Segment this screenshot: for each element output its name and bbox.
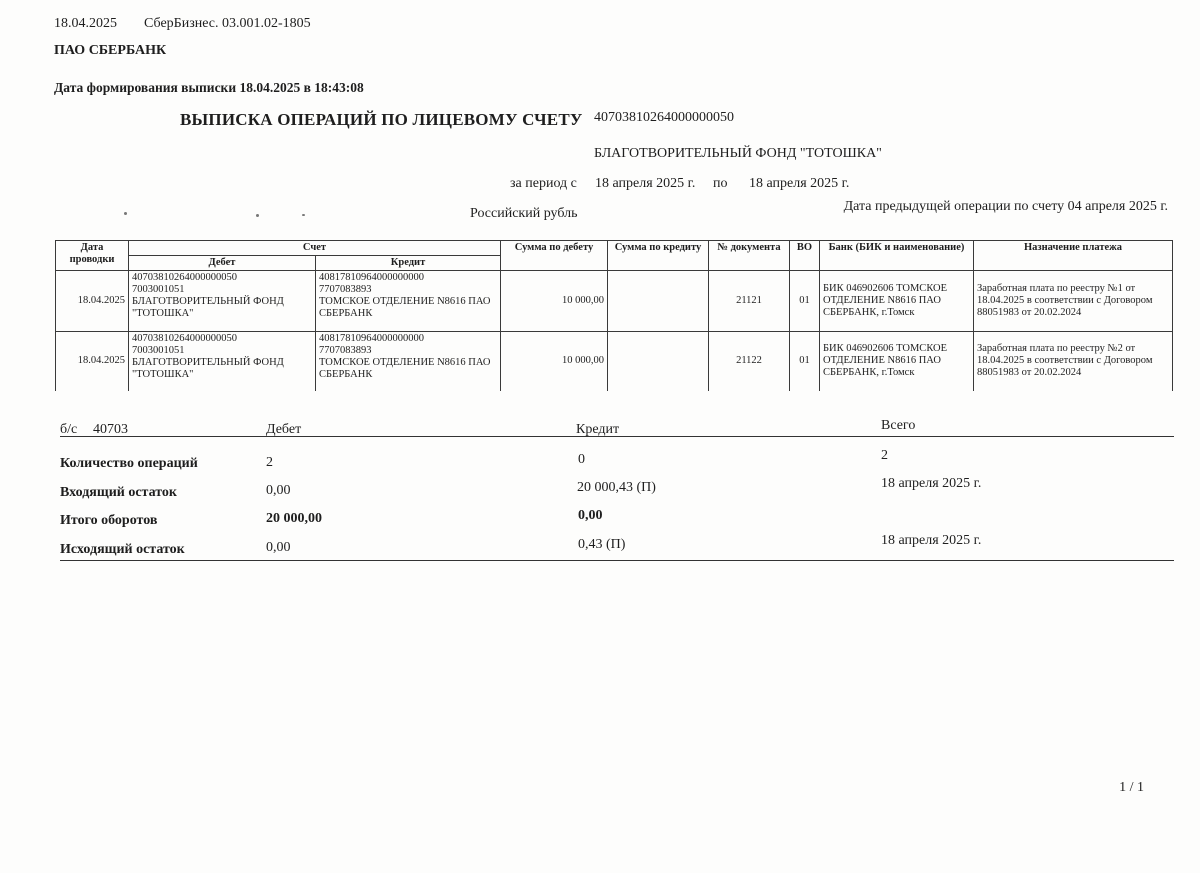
col-header-bank: Банк (БИК и наименование) <box>820 241 974 271</box>
col-header-doc-no: № документа <box>709 241 790 271</box>
outgoing-balance-label: Исходящий остаток <box>60 542 185 557</box>
row-credit-sum <box>608 271 709 332</box>
ops-count-label: Количество операций <box>60 456 198 471</box>
debit-account-number: 40703810264000000050 <box>132 272 237 283</box>
row-bank: БИК 046902606 ТОМСКОЕ ОТДЕЛЕНИЕ N8616 ПАО СБЕРБАНК, г.Томск <box>820 331 974 391</box>
incoming-balance-date: 18 апреля 2025 г. <box>881 476 982 491</box>
currency: Российский рубль <box>470 206 578 221</box>
credit-name: ТОМСКОЕ ОТДЕЛЕНИЕ N8616 ПАО СБЕРБАНК <box>319 296 491 319</box>
app-version: СберБизнес. 03.001.02-1805 <box>144 16 311 31</box>
row-purpose: Заработная плата по реестру №1 от 18.04.2025 в соответствии с Договором 88051983 от 20.02.2024 <box>974 271 1173 332</box>
row-debit-account <box>129 271 316 332</box>
statement-title: ВЫПИСКА ОПЕРАЦИЙ ПО ЛИЦЕВОМУ СЧЕТУ <box>180 110 583 129</box>
statement-formed-at: Дата формирования выписки 18.04.2025 в 18:43:08 <box>54 80 364 95</box>
outgoing-balance-debit: 0,00 <box>266 540 291 555</box>
incoming-balance-credit: 20 000,43 (П) <box>577 480 656 495</box>
row-debit-sum: 10 000,00 <box>501 331 608 391</box>
turnover-debit: 20 000,00 <box>266 511 322 526</box>
prev-operation-date: Дата предыдущей операции по счету 04 апреля 2025 г. <box>843 199 1168 214</box>
col-header-credit-sum: Сумма по кредиту <box>608 241 709 271</box>
summary-col-total: Всего <box>881 418 916 433</box>
row-purpose: Заработная плата по реестру №2 от 18.04.2025 в соответствии с Договором 88051983 от 20.02.2024 <box>974 331 1173 391</box>
ops-count-credit: 0 <box>578 452 585 467</box>
row-debit-account <box>129 331 316 391</box>
col-header-debit: Дебет <box>129 256 316 271</box>
debit-account-number: 40703810264000000050 <box>132 332 237 344</box>
row-bank: БИК 046902606 ТОМСКОЕ ОТДЕЛЕНИЕ N8616 ПАО СБЕРБАНК, г.Томск <box>820 271 974 332</box>
period-label: за период с <box>510 176 577 191</box>
summary-bottom-divider <box>60 560 1174 561</box>
outgoing-balance-credit: 0,43 (П) <box>578 537 626 552</box>
summary-top-divider <box>60 436 1174 437</box>
row-date: 18.04.2025 <box>56 271 129 332</box>
col-header-date: Дата проводки <box>56 241 129 271</box>
outgoing-balance-date: 18 апреля 2025 г. <box>881 533 982 548</box>
period-from: 18 апреля 2025 г. <box>595 176 696 191</box>
scan-speck <box>302 214 305 216</box>
incoming-balance-label: Входящий остаток <box>60 485 177 500</box>
row-doc-no: 21122 <box>709 331 790 391</box>
credit-inn: 7707083893 <box>319 284 372 295</box>
scan-speck <box>256 214 259 217</box>
operations-table <box>55 240 1173 391</box>
col-header-account: Счет <box>129 241 501 256</box>
print-date: 18.04.2025 <box>54 16 117 31</box>
col-header-purpose: Назначение платежа <box>974 241 1173 271</box>
turnover-credit: 0,00 <box>578 508 603 523</box>
row-vo: 01 <box>790 271 820 332</box>
incoming-balance-debit: 0,00 <box>266 483 291 498</box>
col-header-credit: Кредит <box>316 256 501 271</box>
debit-inn: 7003001051 <box>132 344 185 356</box>
organization-name: БЛАГОТВОРИТЕЛЬНЫЙ ФОНД "ТОТОШКА" <box>594 146 882 161</box>
account-number: 40703810264000000050 <box>594 110 734 125</box>
turnover-label: Итого оборотов <box>60 513 158 528</box>
period-to: 18 апреля 2025 г. <box>749 176 850 191</box>
row-vo: 01 <box>790 331 820 391</box>
bs-value: 40703 <box>93 422 128 437</box>
summary-col-debit: Дебет <box>266 422 302 437</box>
row-doc-no: 21121 <box>709 271 790 332</box>
debit-name: БЛАГОТВОРИТЕЛЬНЫЙ ФОНД "ТОТОШКА" <box>132 296 284 319</box>
row-date: 18.04.2025 <box>56 331 129 391</box>
col-header-debit-sum: Сумма по дебету <box>501 241 608 271</box>
row-credit-account <box>316 271 501 332</box>
period-to-label: по <box>713 176 728 191</box>
credit-inn: 7707083893 <box>319 344 372 356</box>
table-row <box>56 331 1173 391</box>
debit-inn: 7003001051 <box>132 284 185 295</box>
row-credit-account <box>316 331 501 391</box>
credit-account-number: 40817810964000000000 <box>319 332 424 344</box>
bs-label: б/с <box>60 422 78 437</box>
summary-col-credit: Кредит <box>576 422 620 437</box>
ops-count-debit: 2 <box>266 455 273 470</box>
debit-name: БЛАГОТВОРИТЕЛЬНЫЙ ФОНД "ТОТОШКА" <box>132 356 284 380</box>
credit-account-number: 40817810964000000000 <box>319 272 424 283</box>
table-row <box>56 271 1173 332</box>
credit-name: ТОМСКОЕ ОТДЕЛЕНИЕ N8616 ПАО СБЕРБАНК <box>319 356 491 380</box>
row-debit-sum: 10 000,00 <box>501 271 608 332</box>
scan-speck <box>124 212 127 215</box>
ops-count-total: 2 <box>881 448 888 463</box>
col-header-vo: ВО <box>790 241 820 271</box>
bank-name: ПАО СБЕРБАНК <box>54 43 167 58</box>
row-credit-sum <box>608 331 709 391</box>
page-number: 1 / 1 <box>1119 780 1144 795</box>
